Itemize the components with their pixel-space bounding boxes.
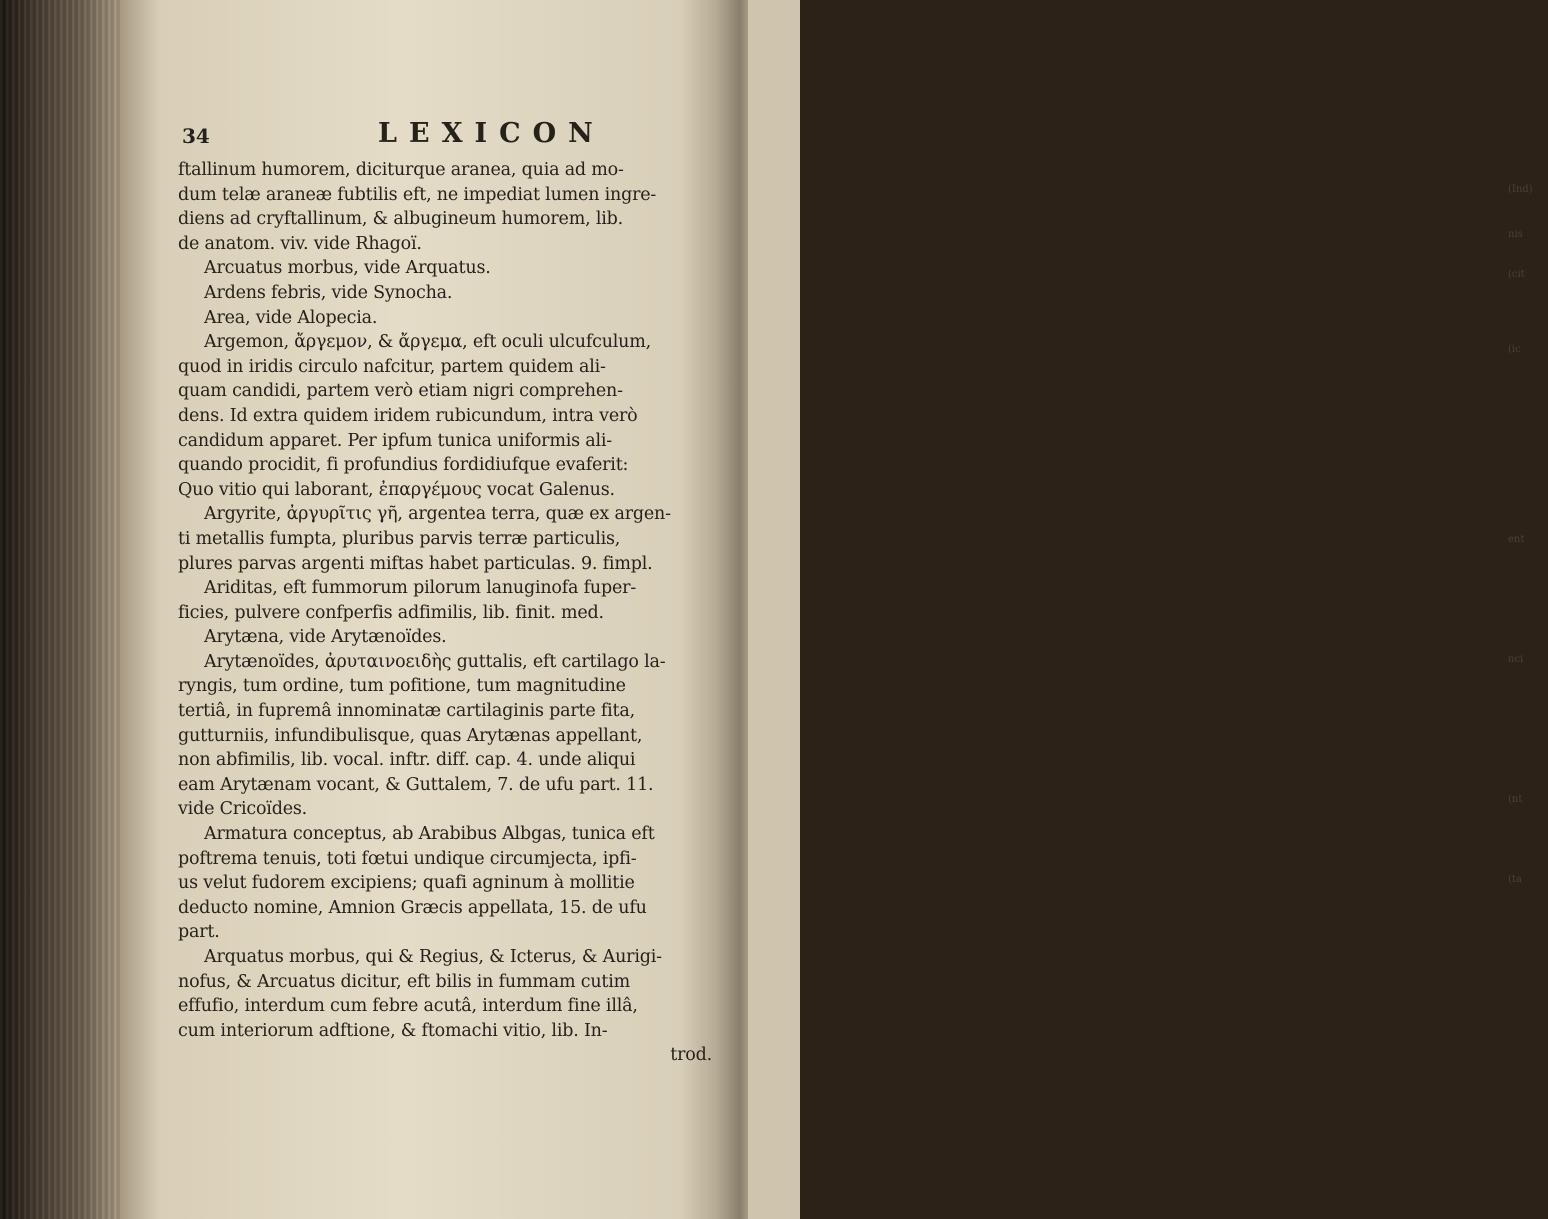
- book-gutter: [0, 0, 120, 1219]
- text-line: diens ad cryftallinum, & albugineum humorem, lib.: [178, 209, 623, 230]
- text-line: cum interiorum adftione, & ftomachi vitio, lib. In-: [178, 1020, 608, 1041]
- adjacent-fragment: (ta: [1508, 874, 1522, 885]
- text-line: quando procidit, fi profundius fordidiufque evaferit:: [178, 455, 629, 476]
- text-line: dens. Id extra quidem iridem rubicundum, intra verò: [178, 405, 638, 426]
- adjacent-fragment: (nt: [1508, 794, 1523, 805]
- text-line: vide Cricoïdes.: [178, 799, 307, 820]
- text-line: ryngis, tum ordine, tum pofitione, tum magnitudine: [178, 676, 626, 697]
- text-line: Arquatus morbus, qui & Regius, & Icterus, & Aurigi-: [204, 947, 662, 967]
- adjacent-fragment: nci: [1508, 654, 1524, 665]
- text-line: part.: [178, 922, 220, 943]
- catchword: trod.: [670, 1045, 712, 1066]
- adjacent-fragment: (ic: [1508, 344, 1521, 355]
- adjacent-fragment: ent: [1508, 534, 1525, 545]
- text-line: gutturniis, infundibulisque, quas Arytænas appellant,: [178, 725, 643, 746]
- page-header: [178, 118, 718, 152]
- text-line: quam candidi, partem verò etiam nigri comprehen-: [178, 381, 623, 402]
- text-line: Ariditas, eft fummorum pilorum lanuginofa fuper-: [204, 578, 637, 599]
- text-line: eam Arytænam vocant, & Guttalem, 7. de ufu part. 11.: [178, 774, 654, 795]
- text-line: Arcuatus morbus, vide Arquatus.: [204, 258, 491, 279]
- adjacent-page-strip: [748, 0, 1533, 1219]
- text-line: quod in iridis circulo nafcitur, partem quidem ali-: [178, 356, 606, 377]
- text-line: deducto nomine, Amnion Græcis appellata, 15. de ufu: [178, 897, 647, 918]
- text-line: non abfimilis, lib. vocal. inftr. diff. cap. 4. unde aliqui: [178, 750, 636, 771]
- text-line: candidum apparet. Per ipfum tunica uniformis ali-: [178, 430, 613, 451]
- text-line: ftallinum humorem, diciturque aranea, quia ad mo-: [178, 160, 624, 180]
- text-body: [178, 158, 718, 1068]
- text-line: Arytænoïdes, ἀρυταινοειδὴς guttalis, eft cartilago la-: [204, 651, 666, 672]
- text-line: ficies, pulvere confperfis adfimilis, lib. finit. med.: [178, 602, 604, 623]
- text-line: effufio, interdum cum febre acutâ, interdum fine illâ,: [178, 996, 638, 1017]
- page-content: [178, 118, 718, 1068]
- page-number: 34: [182, 124, 210, 148]
- text-line: dum telæ araneæ fubtilis eft, ne impediat lumen ingre-: [178, 184, 657, 205]
- text-line: Quo vitio qui laborant, ἐπαργέμους vocat Galenus.: [178, 479, 615, 500]
- adjacent-fragment: nis: [1508, 229, 1523, 240]
- text-line: tertiâ, in fupremâ innominatæ cartilaginis parte fita,: [178, 701, 635, 722]
- text-line: Ardens febris, vide Synocha.: [204, 282, 453, 303]
- text-line: plures parvas argenti miftas habet particulas. 9. fimpl.: [178, 553, 653, 574]
- adjacent-fragment: (cit: [1508, 269, 1525, 280]
- text-line: Area, vide Alopecia.: [204, 307, 378, 328]
- text-line: us velut fudorem excipiens; quafi agninum à mollitie: [178, 873, 635, 894]
- text-line: poftrema tenuis, toti fœtui undique circumjecta, ipfi-: [178, 848, 637, 869]
- running-title: LEXICON: [378, 118, 605, 149]
- text-line: de anatom. viv. vide Rhagoï.: [178, 233, 422, 254]
- text-line: nofus, & Arcuatus dicitur, eft bilis in fummam cutim: [178, 971, 631, 992]
- text-line: Argemon, ἄργεμον, & ἄργεμα, eft oculi ulcufculum,: [204, 332, 651, 353]
- text-line: Armatura conceptus, ab Arabibus Albgas, tunica eft: [204, 824, 655, 845]
- text-line: Arytæna, vide Arytænoïdes.: [204, 627, 447, 648]
- text-line: ti metallis fumpta, pluribus parvis terræ particulis,: [178, 528, 621, 549]
- adjacent-fragment: (Ind): [1508, 184, 1533, 195]
- text-line: Argyrite, ἀργυρῖτις γῆ, argentea terra, quæ ex argen-: [204, 504, 671, 525]
